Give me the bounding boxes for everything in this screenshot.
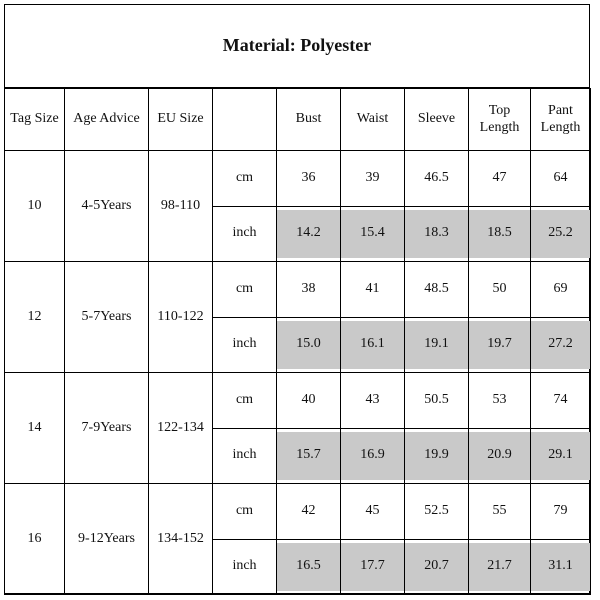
table-row: [5, 373, 591, 429]
sleeve-cm-cell: 46.5: [405, 151, 469, 207]
eu-size-cell: 98-110: [149, 151, 213, 262]
eu-size-cell: 122-134: [149, 373, 213, 484]
sleeve-cm-cell: 52.5: [405, 484, 469, 540]
eu-size-cell: 110-122: [149, 262, 213, 373]
bust-inch-cell: 15.7: [277, 428, 341, 484]
waist-cm-cell: 41: [341, 262, 405, 318]
pant-length-cm-cell: 79: [531, 484, 591, 540]
sleeve-inch-cell: 19.1: [405, 317, 469, 373]
top-length-inch-cell: 20.9: [469, 428, 531, 484]
waist-inch-cell: 16.1: [341, 317, 405, 373]
sleeve-inch-cell: 18.3: [405, 206, 469, 262]
tag-size-cell: 14: [5, 373, 65, 484]
table-row: [5, 151, 591, 207]
waist-inch-cell: 15.4: [341, 206, 405, 262]
unit-inch-cell: inch: [213, 428, 277, 484]
top-length-cm-cell: 55: [469, 484, 531, 540]
waist-cm-cell: 43: [341, 373, 405, 429]
table-row: [5, 484, 591, 540]
bust-cm-cell: 36: [277, 151, 341, 207]
waist-inch-cell: 16.9: [341, 428, 405, 484]
pant-length-inch-cell: 27.2: [531, 317, 591, 373]
pant-length-inch-cell: 25.2: [531, 206, 591, 262]
bust-cm-cell: 40: [277, 373, 341, 429]
sleeve-inch-cell: 20.7: [405, 539, 469, 595]
bust-cm-cell: 42: [277, 484, 341, 540]
tag-size-cell: 12: [5, 262, 65, 373]
unit-cm-cell: cm: [213, 262, 277, 318]
top-length-inch-cell: 18.5: [469, 206, 531, 262]
tag-size-cell: 16: [5, 484, 65, 595]
tag-size-cell: 10: [5, 151, 65, 262]
pant-length-cm-cell: 69: [531, 262, 591, 318]
bust-inch-cell: 14.2: [277, 206, 341, 262]
header-bust: Bust: [277, 89, 341, 151]
header-sleeve: Sleeve: [405, 89, 469, 151]
unit-cm-cell: cm: [213, 151, 277, 207]
top-length-cm-cell: 47: [469, 151, 531, 207]
table-row: [5, 262, 591, 318]
unit-inch-cell: inch: [213, 539, 277, 595]
top-length-cm-cell: 53: [469, 373, 531, 429]
top-length-inch-cell: 19.7: [469, 317, 531, 373]
header-age-advice: Age Advice: [65, 89, 149, 151]
header-tag-size: Tag Size: [5, 89, 65, 151]
sleeve-inch-cell: 19.9: [405, 428, 469, 484]
header-top-length: Top Length: [469, 89, 531, 151]
size-chart-table: [4, 88, 591, 595]
sleeve-cm-cell: 50.5: [405, 373, 469, 429]
bust-cm-cell: 38: [277, 262, 341, 318]
eu-size-cell: 134-152: [149, 484, 213, 595]
bust-inch-cell: 16.5: [277, 539, 341, 595]
header-unit: [213, 89, 277, 151]
unit-cm-cell: cm: [213, 373, 277, 429]
chart-title: Material: Polyester: [4, 4, 590, 88]
waist-cm-cell: 39: [341, 151, 405, 207]
header-eu-size: EU Size: [149, 89, 213, 151]
waist-cm-cell: 45: [341, 484, 405, 540]
age-advice-cell: 7-9Years: [65, 373, 149, 484]
pant-length-cm-cell: 74: [531, 373, 591, 429]
header-pant-length: Pant Length: [531, 89, 591, 151]
bust-inch-cell: 15.0: [277, 317, 341, 373]
pant-length-inch-cell: 31.1: [531, 539, 591, 595]
pant-length-cm-cell: 64: [531, 151, 591, 207]
pant-length-inch-cell: 29.1: [531, 428, 591, 484]
unit-inch-cell: inch: [213, 317, 277, 373]
age-advice-cell: 9-12Years: [65, 484, 149, 595]
age-advice-cell: 5-7Years: [65, 262, 149, 373]
waist-inch-cell: 17.7: [341, 539, 405, 595]
top-length-inch-cell: 21.7: [469, 539, 531, 595]
top-length-cm-cell: 50: [469, 262, 531, 318]
age-advice-cell: 4-5Years: [65, 151, 149, 262]
header-row: [5, 89, 591, 151]
sleeve-cm-cell: 48.5: [405, 262, 469, 318]
unit-cm-cell: cm: [213, 484, 277, 540]
unit-inch-cell: inch: [213, 206, 277, 262]
header-waist: Waist: [341, 89, 405, 151]
